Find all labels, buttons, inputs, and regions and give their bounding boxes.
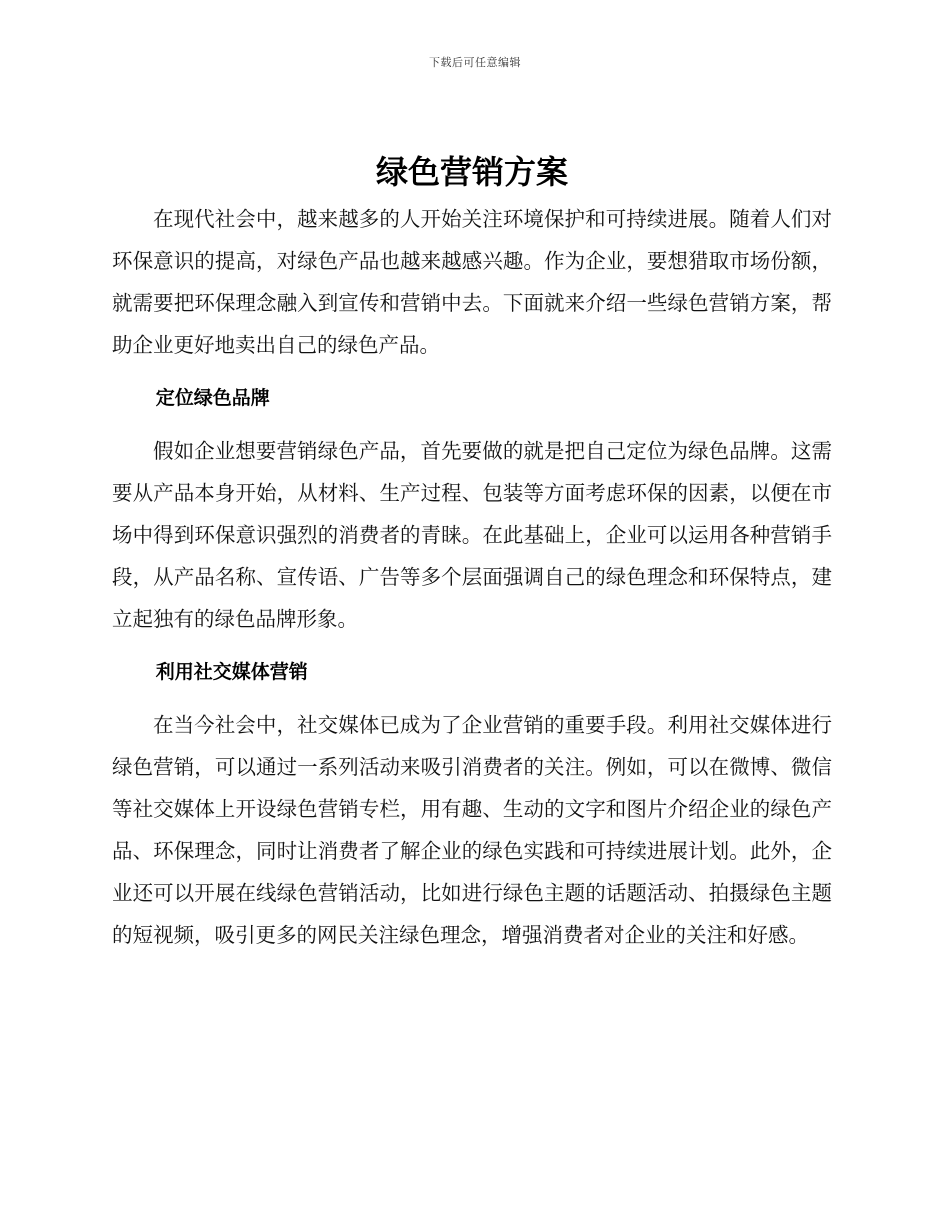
intro-paragraph: 在现代社会中，越来越多的人开始关注环境保护和可持续进展。随着人们对环保意识的提高，对绿色产品也越来越感兴趣。作为企业，要想猎取市场份额，就需要把环保理念融入到宣传和营销中去。下面就来介绍一些绿色营销方案，帮助企业更好地卖出自己的绿色产品。 (112, 207, 832, 357)
document-title: 绿色营销方案 (375, 153, 568, 191)
section-body-brand: 假如企业想要营销绿色产品，首先要做的就是把自己定位为绿色品牌。这需要从产品本身开始，从材料、生产过程、包装等方面考虑环保的因素，以便在市场中得到环保意识强烈的消费者的青睐。在此基础上，企业可以运用各种营销手段，从产品名称、宣传语、广告等多个层面强调自己的绿色理念和环保特点，建立起独有的绿色品牌形象。 (112, 439, 832, 631)
section-heading-social-media: 利用社交媒体营销 (155, 661, 308, 683)
section-body-social-media: 在当今社会中，社交媒体已成为了企业营销的重要手段。利用社交媒体进行绿色营销，可以通过一系列活动来吸引消费者的关注。例如，可以在微博、微信等社交媒体上开设绿色营销专栏，用有趣、生动的文字和图片介绍企业的绿色产品、环保理念，同时让消费者了解企业的绿色实践和可持续进展计划。此外，企业还可以开展在线绿色营销活动，比如进行绿色主题的话题活动、拍摄绿色主题的短视频，吸引更多的网民关注绿色理念，增强消费者对企业的关注和好感。 (112, 713, 832, 947)
header-note: 下载后可任意编辑 (429, 56, 521, 69)
section-heading-brand: 定位绿色品牌 (155, 387, 270, 409)
document-content (112, 146, 832, 956)
